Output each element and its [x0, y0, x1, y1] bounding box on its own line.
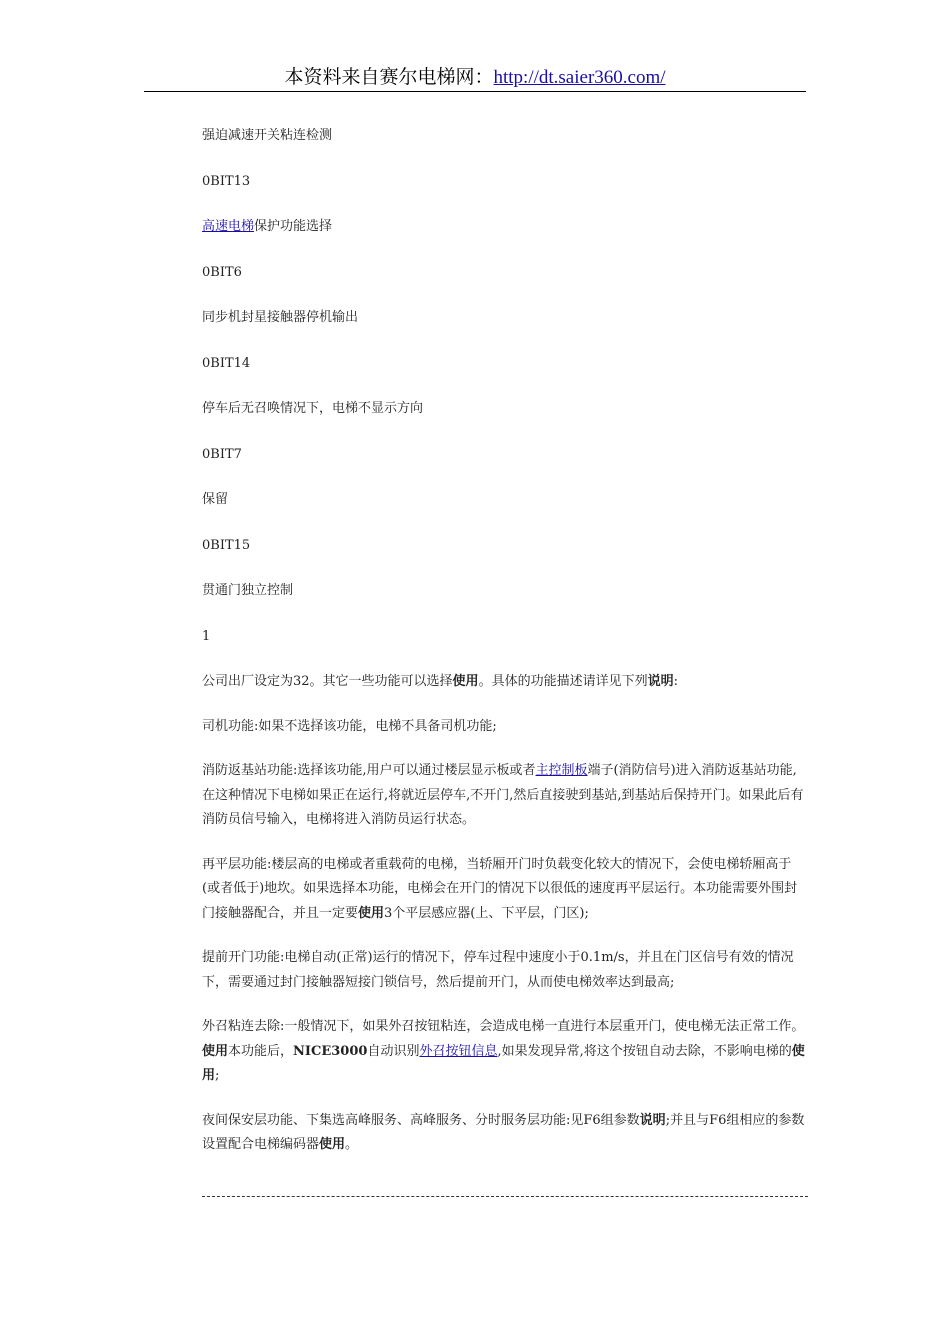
highspeed-protect-text: 保护功能选择 [254, 219, 333, 234]
line-through-door: 贯通门独立控制 [202, 583, 294, 598]
document-body [202, 124, 808, 1178]
footer-dashed-rule [202, 1196, 808, 1197]
header-source-text: 本资料来自赛尔电梯网： [284, 67, 494, 88]
line-value-1: 1 [202, 628, 211, 644]
line-bit6: 0BIT6 [202, 264, 242, 280]
paragraph-driver-function: 司机功能:如果不选择该功能，电梯不具备司机功能; [202, 718, 497, 734]
line-bit13: 0BIT13 [202, 173, 251, 189]
line-bit15: 0BIT15 [202, 537, 251, 553]
paragraph-relevel: 再平层功能:楼层高的电梯或者重载荷的电梯，当轿厢开门时负载变化较大的情况下，会使电梯轿厢高于(或者低于)地坎。如果选择本功能，电梯会在开门的情况下以很低的速度再平层运行。本功能需要外围封门接触器配合，并且一定要使用3个平层感应器(上、下平层，门区); [202, 856, 798, 921]
line-bit14: 0BIT14 [202, 355, 251, 371]
line-highspeed-protect [202, 215, 808, 240]
paragraph-call-stuck-removal: 外召粘连去除:一般情况下，如果外召按钮粘连，会造成电梯一直进行本层重开门，使电梯无法正常工作。使用本功能后，NICE3000自动识别外召按钮信息,如果发现异常,将这个按钮自动去除，不影响电梯的使用; [202, 1019, 805, 1083]
paragraph-factory-setting: 公司出厂设定为32。其它一些功能可以选择使用。具体的功能描述请详见下列说明: [202, 674, 678, 689]
highspeed-elevator-link[interactable]: 高速电梯 [202, 219, 255, 234]
line-sync-star-contactor: 同步机封星接触器停机输出 [202, 310, 359, 325]
paragraph-fire-return: 消防返基站功能:选择该功能,用户可以通过楼层显示板或者主控制板端子(消防信号)进入消防返基站功能,在这种情况下电梯如果正在运行,将就近层停车,不开门,然后直接驶到基站,到基站后保持开门。如果此后有消防员信号输入，电梯将进入消防员运行状态。 [202, 763, 804, 827]
hall-call-button-info-link[interactable]: 外召按钮信息 [419, 1043, 498, 1059]
line-bit7: 0BIT7 [202, 446, 242, 462]
page-header [144, 66, 806, 92]
line-force-decel-detect: 强迫减速开关粘连检测 [202, 128, 333, 143]
paragraph-night-security: 夜间保安层功能、下集选高峰服务、高峰服务、分时服务层功能:见F6组参数说明;并且与F6组相应的参数设置配合电梯编码器使用。 [202, 1112, 805, 1152]
header-site-link[interactable]: http://dt.saier360.com/ [493, 67, 666, 88]
line-reserved: 保留 [202, 492, 229, 507]
paragraph-advance-open: 提前开门功能:电梯自动(正常)运行的情况下，停车过程中速度小于0.1m/s，并且在门区信号有效的情况下，需要通过封门接触器短接门锁信号，然后提前开门，从而使电梯效率达到最高; [202, 950, 794, 990]
main-control-board-link[interactable]: 主控制板 [535, 763, 588, 778]
line-no-direction: 停车后无召唤情况下，电梯不显示方向 [202, 401, 424, 416]
